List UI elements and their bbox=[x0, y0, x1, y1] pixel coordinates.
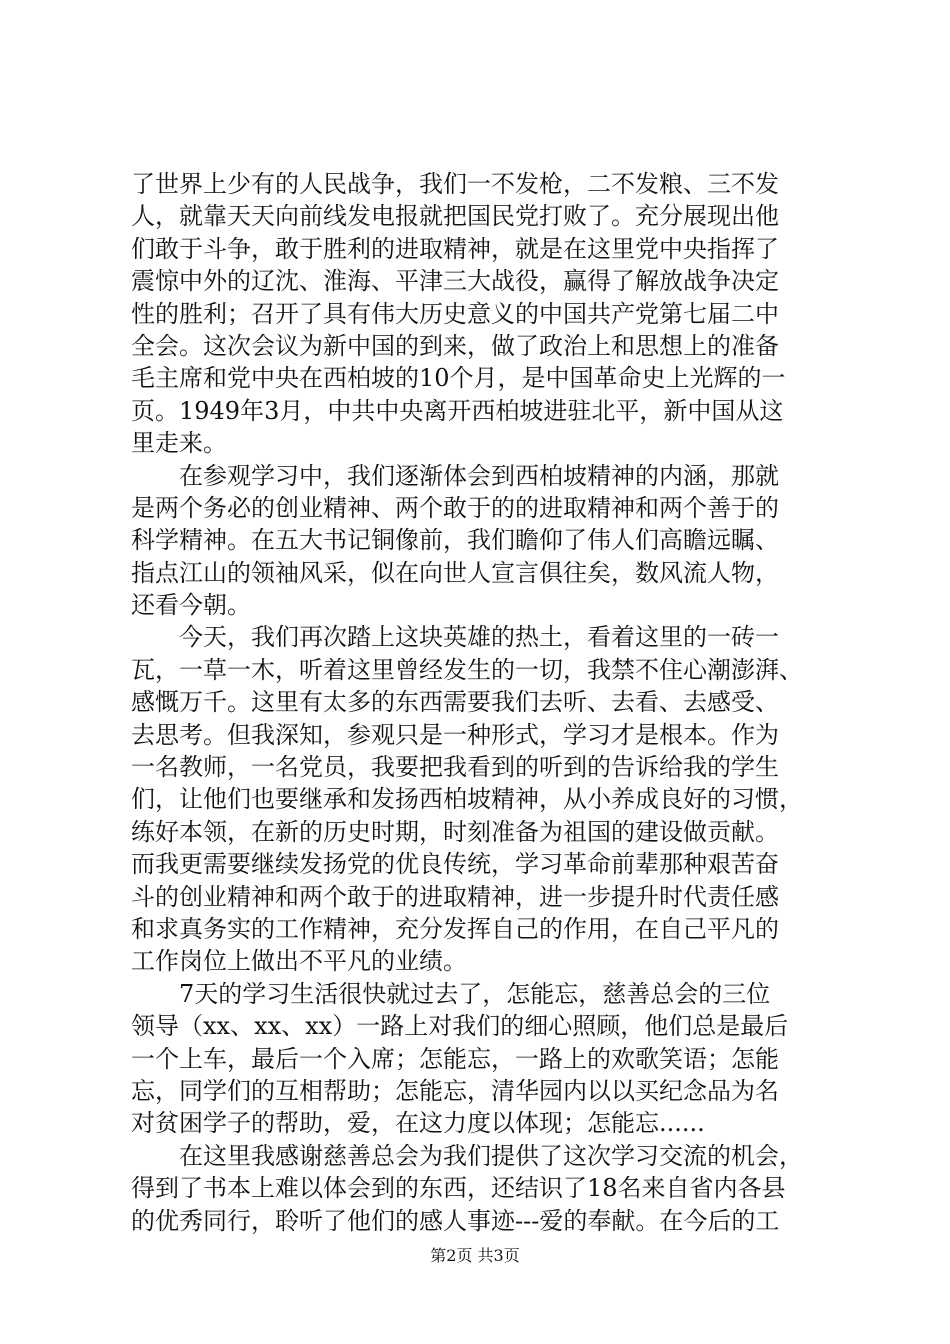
text-line: 们，让他们也要继承和发扬西柏坡精神，从小养成良好的习惯， bbox=[131, 785, 803, 814]
paragraph-first-line: 在这里我感谢慈善总会为我们提供了这次学习交流的机会， bbox=[179, 1141, 803, 1170]
text-line: 人，就靠天天向前线发电报就把国民党打败了。充分展现出他 bbox=[131, 202, 779, 231]
text-line: 一个上车，最后一个入席；怎能忘，一路上的欢歌笑语；怎能 bbox=[131, 1044, 779, 1073]
text-line: 去思考。但我深知，参观只是一种形式，学习才是根本。作为 bbox=[131, 720, 779, 749]
text-line: 页。1949年3月，中共中央离开西柏坡进驻北平，新中国从这 bbox=[131, 396, 784, 425]
text-line: 里走来。 bbox=[131, 429, 227, 458]
text-line: 科学精神。在五大书记铜像前，我们瞻仰了伟人们高瞻远瞩、 bbox=[131, 526, 779, 555]
paragraph-first-line: 在参观学习中，我们逐渐体会到西柏坡精神的内涵，那就 bbox=[179, 461, 779, 490]
text-line: 了世界上少有的人民战争，我们一不发枪，二不发粮、三不发 bbox=[131, 170, 779, 198]
text-line: 得到了书本上难以体会到的东西，还结识了18名来自省内各县 bbox=[131, 1174, 786, 1203]
text-line: 的优秀同行，聆听了他们的感人事迹---爱的奉献。在今后的工 bbox=[131, 1206, 780, 1235]
text-line: 震惊中外的辽沈、淮海、平津三大战役，赢得了解放战争决定 bbox=[131, 267, 779, 296]
text-line: 工作岗位上做出不平凡的业绩。 bbox=[131, 947, 467, 976]
text-line: 是两个务必的创业精神、两个敢于的的进取精神和两个善于的 bbox=[131, 493, 779, 522]
text-line: 感慨万千。这里有太多的东西需要我们去听、去看、去感受、 bbox=[131, 688, 779, 717]
text-line: 忘，同学们的互相帮助；怎能忘，清华园内以以买纪念品为名 bbox=[131, 1076, 779, 1105]
paragraph-first-line: 7天的学习生活很快就过去了，怎能忘，慈善总会的三位 bbox=[179, 979, 771, 1008]
text-line: 和求真务实的工作精神，充分发挥自己的作用，在自己平凡的 bbox=[131, 914, 779, 943]
text-line: 瓦，一草一木，听着这里曾经发生的一切，我禁不住心潮澎湃、 bbox=[131, 655, 803, 684]
text-line: 一名教师，一名党员，我要把我看到的听到的告诉给我的学生 bbox=[131, 753, 779, 782]
page-footer: 第2页 共3页 bbox=[430, 1246, 520, 1265]
text-line: 指点江山的领袖风采，似在向世人宣言俱往矣，数风流人物， bbox=[131, 558, 779, 587]
document-body bbox=[131, 168, 831, 1237]
text-line: 对贫困学子的帮助，爱，在这力度以体现；怎能忘...... bbox=[131, 1109, 705, 1138]
text-line: 领导（xx、xx、xx）一路上对我们的细心照顾，他们总是最后 bbox=[131, 1012, 789, 1041]
text-line: 毛主席和党中央在西柏坡的10个月，是中国革命史上光辉的一 bbox=[131, 364, 786, 393]
text-line: 全会。这次会议为新中国的到来，做了政治上和思想上的准备 bbox=[131, 331, 779, 360]
text-line: 斗的创业精神和两个敢于的进取精神，进一步提升时代责任感 bbox=[131, 882, 779, 911]
text-line: 而我更需要继续发扬党的优良传统，学习革命前辈那种艰苦奋 bbox=[131, 850, 779, 879]
text-line: 还看今朝。 bbox=[131, 591, 251, 620]
text-line: 练好本领，在新的历史时期，时刻准备为祖国的建设做贡献。 bbox=[131, 817, 779, 846]
text-line: 们敢于斗争，敢于胜利的进取精神，就是在这里党中央指挥了 bbox=[131, 234, 779, 263]
text-line: 性的胜利；召开了具有伟大历史意义的中国共产党第七届二中 bbox=[131, 299, 779, 328]
paragraph-first-line: 今天，我们再次踏上这块英雄的热土，看着这里的一砖一 bbox=[179, 623, 779, 652]
